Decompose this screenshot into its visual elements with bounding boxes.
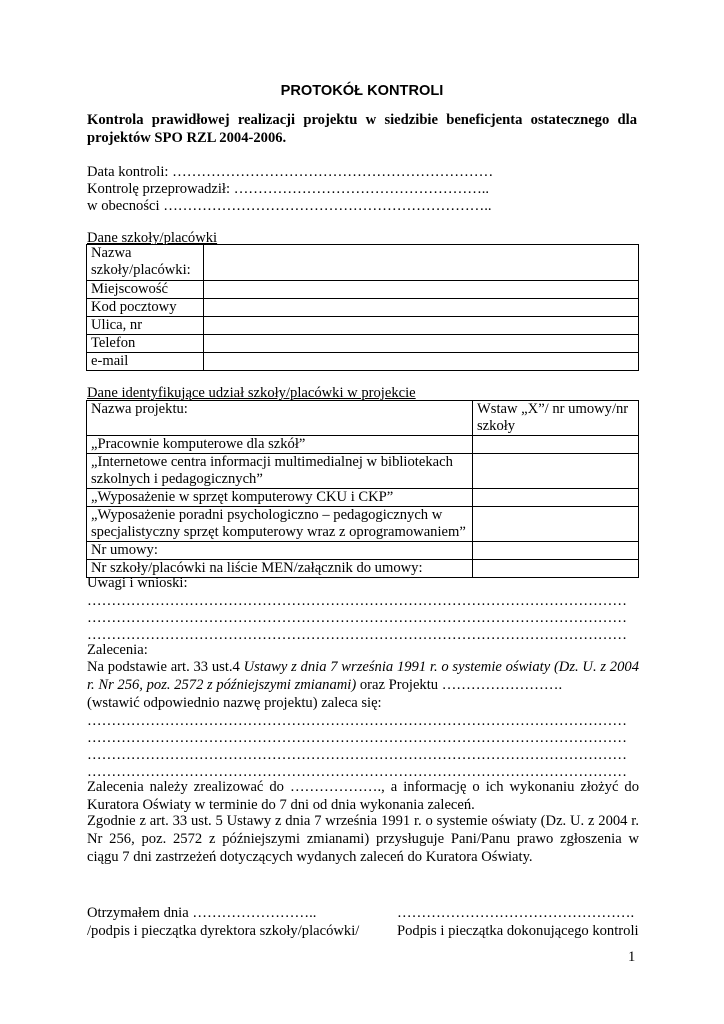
contract-number-value[interactable] [473, 542, 639, 560]
recommendations-instruction: (wstawić odpowiednio nazwę projektu) zaleca się: [87, 695, 382, 711]
recommendations-dotted-line: ………………………………………………………………………………………………… [87, 764, 627, 780]
insert-x-header: Wstaw „X”/ nr umowy/nr szkoły [473, 401, 639, 436]
document-subtitle: Kontrola prawidłowej realizacji projektu w siedzibie beneficjenta ostatecznego dla projektów SPO RZL 2004-2006. [87, 112, 637, 146]
recommendations-deadline: Zalecenia należy zrealizować do ………………., a informację o ich wykonaniu złożyć do Kuratora Oświaty w terminie do 7 dni od dnia wykonania zaleceń. [87, 779, 639, 813]
remarks-heading: Uwagi i wnioski: [87, 575, 188, 591]
appeal-rights: Zgodnie z art. 33 ust. 5 Ustawy z dnia 7 września 1991 r. o systemie oświaty (Dz. U. z 2004 r. Nr 256, poz. 2572 z późniejszymi zmianami) przysługuje Pani/Panu prawo zgłoszenia w ciągu 7 dni zastrzeżeń dotyczących wydanych zaleceń do Kuratora Oświaty. [87, 813, 639, 865]
street-label: Ulica, nr [87, 317, 204, 335]
recommendations-dotted-line: ………………………………………………………………………………………………… [87, 713, 627, 729]
postal-code-label: Kod pocztowy [87, 299, 204, 317]
men-list-number-label: Nr szkoły/placówki na liście MEN/załącznik do umowy: [87, 560, 473, 578]
phone-value[interactable] [204, 335, 639, 353]
email-value[interactable] [204, 353, 639, 371]
page-number: 1 [628, 949, 636, 965]
director-signature-caption: /podpis i pieczątka dyrektora szkoły/placówki/ [87, 923, 360, 939]
field-control-date: Data kontroli: ………………………………………………………… [87, 164, 494, 180]
table-row [87, 401, 639, 436]
received-date: Otrzymałem dnia …………………….. [87, 905, 317, 921]
remarks-dotted-line: ………………………………………………………………………………………………… [87, 593, 627, 609]
school-data-table [86, 244, 639, 371]
locality-label: Miejscowość [87, 281, 204, 299]
page-title: PROTOKÓŁ KONTROLI [280, 83, 444, 99]
school-name-label: Nazwa szkoły/placówki: [87, 245, 204, 281]
signature-line-right: …………………………………………. [397, 905, 635, 921]
men-list-number-value[interactable] [473, 560, 639, 578]
recommendations-dotted-line: ………………………………………………………………………………………………… [87, 730, 627, 746]
project-data-table [86, 400, 639, 578]
project-row-value[interactable] [473, 507, 639, 542]
inspector-signature-caption: Podpis i pieczątka dokonującego kontroli [397, 923, 639, 939]
table-row [87, 353, 639, 371]
phone-label: Telefon [87, 335, 204, 353]
project-row-label: „Wyposażenie poradni psychologiczno – pedagogicznych w specjalistyczny sprzęt komputerowy wraz z oprogramowaniem” [87, 507, 473, 542]
school-section-heading: Dane szkoły/placówki [87, 230, 218, 246]
project-row-value[interactable] [473, 454, 639, 489]
project-row-label: „Internetowe centra informacji multimedialnej w bibliotekach szkolnych i pedagogicznych” [87, 454, 473, 489]
remarks-dotted-line: ………………………………………………………………………………………………… [87, 627, 627, 643]
table-row [87, 245, 639, 281]
recommendations-heading: Zalecenia: [87, 642, 148, 658]
table-row [87, 507, 639, 542]
field-in-presence: w obecności ………………………………………………………….. [87, 198, 492, 214]
table-row [87, 299, 639, 317]
street-value[interactable] [204, 317, 639, 335]
postal-code-value[interactable] [204, 299, 639, 317]
project-section-heading: Dane identyfikujące udział szkoły/placówki w projekcie [87, 385, 416, 401]
field-inspector: Kontrolę przeprowadził: …………………………………………….. [87, 181, 490, 197]
recommendations-dotted-line: ………………………………………………………………………………………………… [87, 747, 627, 763]
school-name-value[interactable] [204, 245, 639, 281]
recommendations-legal-basis: Na podstawie art. 33 ust.4 Ustawy z dnia 7 września 1991 r. o systemie oświaty (Dz. U. z 2004 r. Nr 256, poz. 2572 z późniejszymi zmianami) oraz Projektu ……………………. [87, 659, 639, 693]
table-row [87, 542, 639, 560]
project-row-value[interactable] [473, 489, 639, 507]
table-row [87, 436, 639, 454]
project-row-label: „Wyposażenie w sprzęt komputerowy CKU i CKP” [87, 489, 473, 507]
project-name-header: Nazwa projektu: [87, 401, 473, 436]
project-row-value[interactable] [473, 436, 639, 454]
remarks-dotted-line: ………………………………………………………………………………………………… [87, 610, 627, 626]
contract-number-label: Nr umowy: [87, 542, 473, 560]
table-row [87, 317, 639, 335]
table-row [87, 281, 639, 299]
table-row [87, 454, 639, 489]
table-row [87, 335, 639, 353]
email-label: e-mail [87, 353, 204, 371]
project-row-label: „Pracownie komputerowe dla szkół” [87, 436, 473, 454]
locality-value[interactable] [204, 281, 639, 299]
table-row [87, 489, 639, 507]
